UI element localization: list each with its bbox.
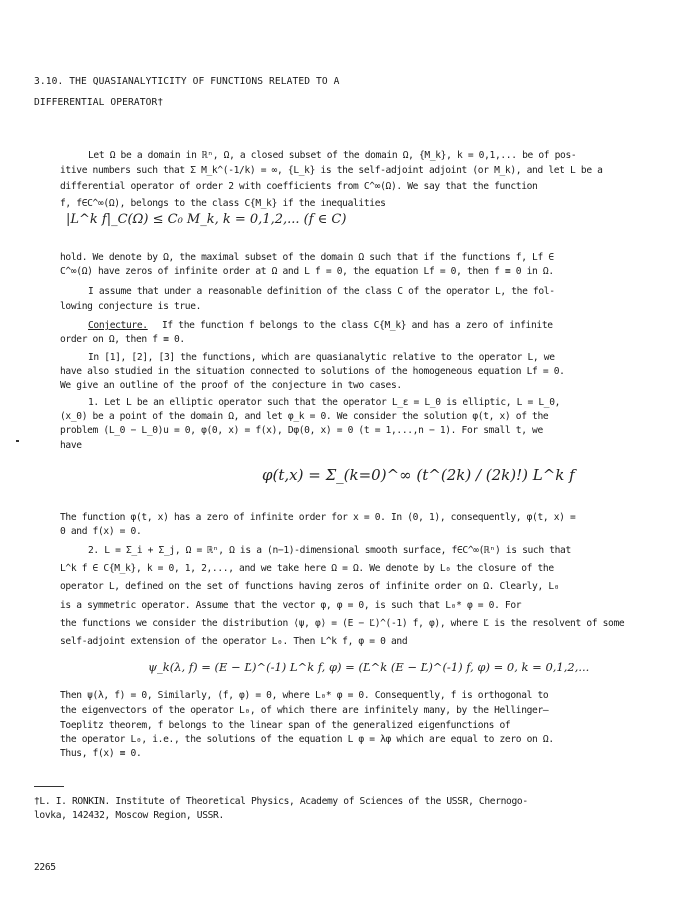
paragraph-1-line-1: Let Ω be a domain in ℝⁿ, Ω, a closed subset of the domain Ω, {M_k}, k = 0,1,... be of pos- (88, 150, 577, 161)
margin-mark (16, 440, 19, 442)
case-2-line-4: is a symmetric operator. Assume that the vector φ, φ = 0, is such that L₀* φ = 0. For (60, 600, 522, 611)
paragraph-1-line-3: differential operator of order 2 with coefficients from C^∞(Ω). We say that the function (60, 181, 538, 192)
paragraph-4-line-1: In [1], [2], [3] the functions, which are quasianalytic relative to the operator L, we (88, 352, 555, 363)
formula-resolvent: ψ_k(λ, f) = (E − Ľ)^(-1) L^k f, φ) = (Ľ^k (E − Ľ)^(-1) f, φ) = 0, k = 0,1,2,... (148, 660, 590, 674)
case-2-line-1: 2. L = Σ_i + Σ_j, Ω = ℝⁿ, Ω is a (n−1)-dimensional smooth surface, f∈C^∞(ℝⁿ) is such that (88, 545, 571, 556)
paragraph-6-line-2: the eigenvectors of the operator L₀, of which there are infinitely many, by the Hellinger– (60, 705, 549, 716)
formula-series: φ(t,x) = Σ_(k=0)^∞ (t^(2k) / (2k)!) L^k f (262, 466, 575, 484)
section-title-line-1: 3.10. THE QUASIANALYTICITY OF FUNCTIONS RELATED TO A (34, 76, 340, 87)
conjecture-line-1: If the function f belongs to the class C{M_k} and has a zero of infinite (162, 320, 553, 331)
conjecture-label: Conjecture. (88, 320, 148, 331)
paragraph-6-line-3: Toeplitz theorem, f belongs to the linear span of the generalized eigenfunctions of (60, 720, 511, 731)
case-2-line-3: operator L, defined on the set of functions having zeros of infinite order on Ω. Clearly, L₀ (60, 581, 560, 592)
footnote-divider (34, 786, 64, 787)
section-title-line-2: DIFFERENTIAL OPERATOR† (34, 97, 164, 108)
conjecture-line-2: order on Ω, then f ≡ 0. (60, 334, 185, 345)
paragraph-5-line-2: 0 and f(x) = 0. (60, 526, 142, 537)
case-1-line-4: have (60, 440, 82, 451)
footnote-line-2: lovka, 142432, Moscow Region, USSR. (34, 810, 224, 821)
paragraph-1-line-4: f, f∈C^∞(Ω), belongs to the class C{M_k} if the inequalities (60, 198, 386, 209)
paragraph-6-line-1: Then ψ(λ, f) = 0, Similarly, (f, φ) = 0, where L₀* φ = 0. Consequently, f is orthogonal to (60, 690, 549, 701)
case-2-line-6: self-adjoint extension of the operator L₀. Then L^k f, φ = 0 and (60, 636, 408, 647)
paragraph-3-line-1: I assume that under a reasonable definition of the class C of the operator L, the fol- (88, 286, 555, 297)
case-1-line-1: 1. Let L be an elliptic operator such that the operator L_ε = L_0 is elliptic, L = L_0, (88, 397, 561, 408)
paragraph-1-line-2: itive numbers such that Σ M_k^(-1/k) = ∞, {L_k} is the self-adjoint adjoint (or M_k), and let L be a (60, 165, 603, 176)
paragraph-2-line-1: hold. We denote by Ω, the maximal subset of the domain Ω such that if the functions f, Lf ∈ (60, 252, 554, 263)
paragraph-2-line-2: C^∞(Ω) have zeros of infinite order at Ω and L f = 0, the equation Lf = 0, then f ≡ 0 in Ω. (60, 266, 554, 277)
case-1-line-2: (x_0) be a point of the domain Ω, and let φ_k = 0. We consider the solution φ(t, x) of the (60, 411, 549, 422)
paragraph-4-line-3: We give an outline of the proof of the conjecture in two cases. (60, 380, 402, 391)
paragraph-6-line-4: the operator L₀, i.e., the solutions of the equation L φ = λφ which are equal to zero on Ω. (60, 734, 554, 745)
case-2-line-2: L^k f ∈ C{M_k}, k = 0, 1, 2,..., and we take here Ω = Ω. We denote by L₀ the closure of the (60, 563, 554, 574)
case-1-line-3: problem (L_0 − L_0)u = 0, φ(0, x) = f(x), Dφ(0, x) = 0 (t = 1,...,n − 1). For small t, we (60, 425, 543, 436)
footnote-line-1: †L. I. RONKIN. Institute of Theoretical Physics, Academy of Sciences of the USSR, Chernogo- (34, 796, 528, 807)
paragraph-6-line-5: Thus, f(x) ≡ 0. (60, 748, 142, 759)
case-2-line-5: the functions we consider the distribution ⟨ψ, φ⟩ = (E − Ľ)^(-1) f, φ), where Ľ is the resolvent of some (60, 618, 625, 629)
paragraph-5-line-1: The function φ(t, x) has a zero of infinite order for x = 0. In (0, 1), consequently, φ(t, x) = (60, 512, 576, 523)
paragraph-4-line-2: have also studied in the situation connected to solutions of the homogeneous equation Lf = 0. (60, 366, 565, 377)
paragraph-3-line-2: lowing conjecture is true. (60, 301, 202, 312)
page-number: 2265 (34, 862, 56, 873)
formula-inequality: |L^k f|_C(Ω) ≤ C₀ M_k, k = 0,1,2,... (f ∈ C) (66, 212, 347, 227)
